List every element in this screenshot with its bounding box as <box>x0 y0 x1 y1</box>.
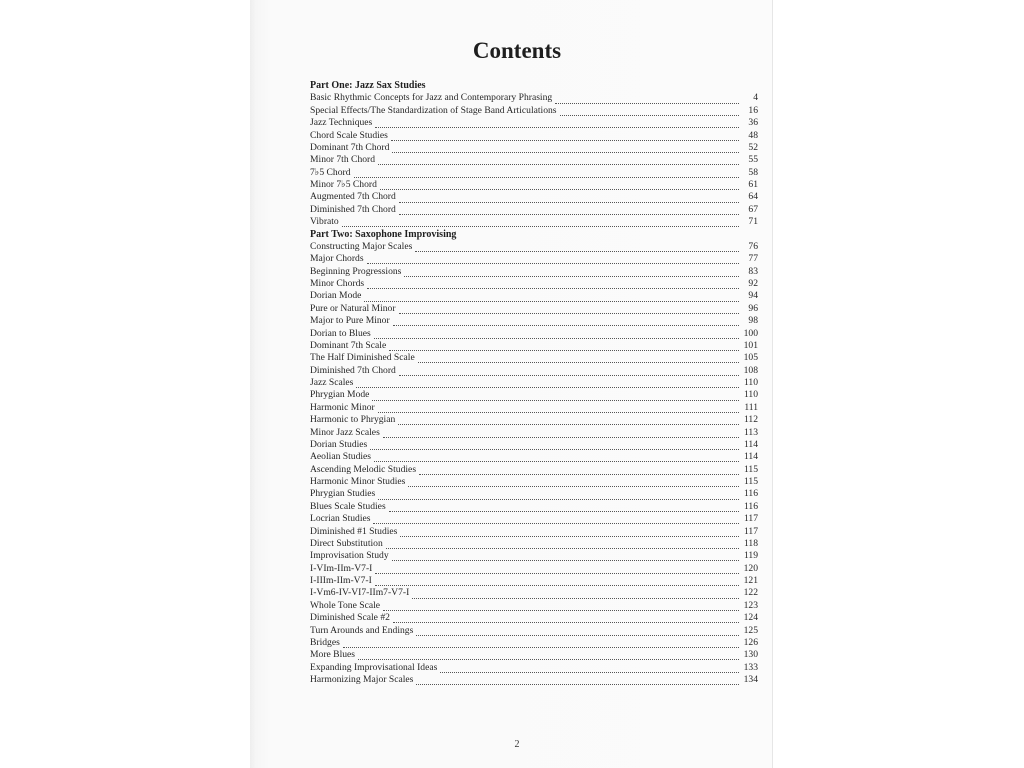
toc-entry-label: The Half Diminished Scale <box>310 352 415 364</box>
toc-entry-label: Basic Rhythmic Concepts for Jazz and Contemporary Phrasing <box>310 92 553 104</box>
dot-leader <box>389 505 739 512</box>
toc-entry-label: Phrygian Mode <box>310 389 370 401</box>
dot-leader <box>375 567 739 574</box>
toc-entry-label: Diminished #1 Studies <box>310 525 398 537</box>
toc-entry <box>310 550 758 562</box>
dot-leader <box>383 604 739 611</box>
toc-entry <box>310 253 758 265</box>
toc-entry-page: 115 <box>743 476 758 487</box>
toc-entry-page: 108 <box>743 364 758 376</box>
toc-entry-label: Dominant 7th Scale <box>310 339 387 351</box>
dot-leader <box>356 381 739 388</box>
toc-entry-label: Augmented 7th Chord <box>310 191 396 203</box>
toc-entry <box>310 526 758 538</box>
dot-leader <box>560 109 739 116</box>
dot-leader <box>399 196 739 203</box>
toc-entry-label: Whole Tone Scale <box>310 599 381 611</box>
toc-entry-label: Beginning Progressions <box>310 265 402 277</box>
toc-entry-label: Dorian to Blues <box>310 327 371 339</box>
toc-entry <box>310 625 758 637</box>
toc-entry-label: Harmonic Minor <box>310 401 375 413</box>
toc-entry <box>310 377 758 389</box>
toc-entry-page: 130 <box>743 649 758 661</box>
toc-entry <box>310 476 758 488</box>
toc-entry-page: 116 <box>743 500 758 512</box>
dot-leader <box>404 270 739 277</box>
dot-leader <box>399 369 739 376</box>
toc-entry <box>310 117 758 129</box>
dot-leader <box>393 616 739 623</box>
toc-entry-label: Minor 7♭5 Chord <box>310 179 377 190</box>
dot-leader <box>383 431 739 438</box>
dot-leader <box>378 493 739 500</box>
toc-entry-page: 48 <box>748 129 758 141</box>
toc-entry-label: Minor Chords <box>310 278 365 289</box>
toc-entry-page: 4 <box>753 92 758 104</box>
dot-leader <box>418 356 739 363</box>
toc-entry-label: Special Effects/The Standardization of Stage Band Articulations <box>310 104 557 116</box>
toc-entry-page: 77 <box>748 253 758 265</box>
toc-entry-page: 114 <box>743 451 758 463</box>
toc-entry <box>310 674 758 686</box>
toc-entry-label: Phrygian Studies <box>310 488 376 500</box>
table-of-contents <box>310 80 758 686</box>
toc-entry <box>310 600 758 612</box>
toc-entry-page: 126 <box>743 636 758 648</box>
toc-entry <box>310 328 758 340</box>
toc-entry-label: Bridges <box>310 636 340 648</box>
toc-entry-page: 52 <box>748 141 758 153</box>
toc-entry-label: Minor 7th Chord <box>310 154 376 166</box>
dot-leader <box>408 480 739 487</box>
dot-leader <box>378 406 739 413</box>
toc-entry-label: I-IIIm-IIm-V7-I <box>310 575 372 586</box>
toc-entry <box>310 216 758 228</box>
toc-entry-label: Dominant 7th Chord <box>310 141 390 153</box>
toc-entry <box>310 402 758 414</box>
toc-entry <box>310 105 758 117</box>
toc-entry-page: 58 <box>748 166 758 178</box>
toc-entry-page: 125 <box>743 624 758 636</box>
dot-leader <box>440 666 739 673</box>
toc-entry-page: 100 <box>743 327 758 339</box>
toc-entry-page: 123 <box>743 599 758 611</box>
toc-entry-label: Vibrato <box>310 216 339 228</box>
toc-entry-label: Ascending Melodic Studies <box>310 463 417 475</box>
toc-entry-page: 110 <box>743 377 758 388</box>
toc-entry <box>310 303 758 315</box>
toc-entry-page: 76 <box>748 240 758 252</box>
toc-entry-page: 64 <box>748 191 758 203</box>
toc-entry-label: I-Vm6-IV-VI7-IIm7-V7-I <box>310 587 410 599</box>
toc-entry <box>310 340 758 352</box>
toc-entry-page: 92 <box>748 278 758 289</box>
toc-entry-label: I-VIm-IIm-V7-I <box>310 562 373 574</box>
dot-leader <box>400 530 739 537</box>
toc-entry <box>310 154 758 166</box>
toc-entry <box>310 179 758 191</box>
toc-entry-label: Harmonic to Phrygian <box>310 414 396 426</box>
dot-leader <box>399 208 739 215</box>
toc-entry-label: More Blues <box>310 649 356 661</box>
toc-entry-page: 101 <box>743 339 758 351</box>
toc-entry-label: Jazz Scales <box>310 377 354 388</box>
toc-entry-label: Jazz Techniques <box>310 117 373 129</box>
dot-leader <box>392 146 739 153</box>
part-heading: Part One: Jazz Sax Studies <box>310 80 426 91</box>
toc-entry-page: 117 <box>743 513 758 525</box>
toc-entry-page: 124 <box>743 612 758 624</box>
toc-entry-label: 7♭5 Chord <box>310 166 351 178</box>
toc-entry-label: Constructing Major Scales <box>310 240 413 252</box>
toc-entry <box>310 439 758 451</box>
dot-leader <box>378 158 739 165</box>
toc-entry <box>310 575 758 587</box>
toc-entry <box>310 389 758 401</box>
toc-entry-page: 116 <box>743 488 758 500</box>
toc-entry <box>310 191 758 203</box>
dot-leader <box>374 455 739 462</box>
toc-entry-page: 114 <box>743 438 758 450</box>
toc-entry-label: Turn Arounds and Endings <box>310 624 414 636</box>
toc-entry <box>310 501 758 513</box>
toc-entry-label: Improvisation Study <box>310 550 389 562</box>
toc-entry-label: Diminished Scale #2 <box>310 612 390 624</box>
toc-entry-page: 71 <box>748 216 758 228</box>
book-page <box>250 0 773 768</box>
toc-entry <box>310 352 758 364</box>
toc-entry-label: Diminished 7th Chord <box>310 203 396 215</box>
toc-entry <box>310 414 758 426</box>
dot-leader <box>380 183 739 190</box>
toc-entry-label: Expanding Improvisational Ideas <box>310 661 438 673</box>
toc-entry <box>310 587 758 599</box>
toc-entry-page: 105 <box>743 352 758 364</box>
dot-leader <box>370 443 739 450</box>
toc-entry-page: 122 <box>743 587 758 599</box>
dot-leader <box>358 653 739 660</box>
toc-entry-label: Major to Pure Minor <box>310 315 390 327</box>
toc-entry-label: Blues Scale Studies <box>310 500 386 512</box>
dot-leader <box>419 468 739 475</box>
toc-entry-page: 112 <box>743 414 758 426</box>
page-number: 2 <box>514 739 520 750</box>
toc-entry-label: Pure or Natural Minor <box>310 302 396 314</box>
toc-entry-page: 119 <box>743 550 758 562</box>
toc-entry-label: Minor Jazz Scales <box>310 426 380 438</box>
toc-entry-page: 83 <box>748 265 758 277</box>
dot-leader <box>415 245 739 252</box>
dot-leader <box>392 554 739 561</box>
toc-entry-page: 117 <box>743 525 758 537</box>
toc-entry-page: 94 <box>748 290 758 302</box>
toc-entry-page: 36 <box>748 117 758 129</box>
dot-leader <box>399 307 739 314</box>
dot-leader <box>555 97 739 104</box>
dot-leader <box>367 257 739 264</box>
toc-entry <box>310 488 758 500</box>
toc-entry <box>310 427 758 439</box>
dot-leader <box>373 517 739 524</box>
toc-entry-page: 113 <box>743 426 758 438</box>
dot-leader <box>364 295 739 302</box>
dot-leader <box>375 121 739 128</box>
dot-leader <box>375 579 739 586</box>
toc-entry-page: 133 <box>743 661 758 673</box>
toc-entry <box>310 662 758 674</box>
toc-entry-page: 98 <box>748 315 758 327</box>
part-heading: Part Two: Saxophone Improvising <box>310 228 457 240</box>
dot-leader <box>367 282 739 289</box>
toc-entry <box>310 241 758 253</box>
toc-entry-page: 55 <box>748 154 758 166</box>
dot-leader <box>386 542 739 549</box>
toc-entry <box>310 167 758 179</box>
toc-entry-page: 61 <box>748 179 758 190</box>
page-title: Contents <box>472 38 562 63</box>
toc-entry-page: 16 <box>748 104 758 116</box>
dot-leader <box>343 641 739 648</box>
toc-entry <box>310 637 758 649</box>
toc-entry <box>310 278 758 290</box>
toc-entry-label: Aeolian Studies <box>310 451 372 463</box>
dot-leader <box>416 629 739 636</box>
toc-entry <box>310 464 758 476</box>
toc-entry-label: Harmonic Minor Studies <box>310 476 406 487</box>
dot-leader <box>354 171 739 178</box>
toc-entry <box>310 92 758 104</box>
toc-entry-page: 111 <box>744 401 758 413</box>
toc-entry <box>310 612 758 624</box>
toc-entry <box>310 451 758 463</box>
toc-entry-page: 115 <box>743 463 758 475</box>
toc-entry <box>310 315 758 327</box>
dot-leader <box>372 394 739 401</box>
toc-entry-label: Dorian Studies <box>310 438 368 450</box>
toc-entry-label: Harmonizing Major Scales <box>310 674 414 685</box>
toc-entry-page: 96 <box>748 302 758 314</box>
toc-entry <box>310 513 758 525</box>
toc-entry <box>310 290 758 302</box>
toc-entry-page: 120 <box>743 562 758 574</box>
dot-leader <box>398 418 739 425</box>
toc-entry <box>310 365 758 377</box>
toc-entry-page: 67 <box>748 203 758 215</box>
toc-entry-page: 110 <box>743 389 758 401</box>
toc-entry <box>310 142 758 154</box>
toc-entry-label: Locrian Studies <box>310 513 371 525</box>
toc-entry-label: Direct Substitution <box>310 537 383 549</box>
dot-leader <box>389 344 739 351</box>
dot-leader <box>416 678 739 685</box>
toc-entry-page: 121 <box>743 575 758 586</box>
dot-leader <box>391 134 739 141</box>
toc-entry-page: 118 <box>743 537 758 549</box>
toc-entry <box>310 130 758 142</box>
toc-entry <box>310 563 758 575</box>
dot-leader <box>374 332 739 339</box>
toc-entry-page: 134 <box>743 674 758 685</box>
toc-entry-label: Diminished 7th Chord <box>310 364 396 376</box>
toc-entry <box>310 538 758 550</box>
dot-leader <box>412 592 739 599</box>
dot-leader <box>342 220 739 227</box>
toc-entry <box>310 649 758 661</box>
toc-entry-label: Major Chords <box>310 253 364 265</box>
toc-entry-label: Dorian Mode <box>310 290 362 302</box>
toc-entry <box>310 204 758 216</box>
toc-entry <box>310 266 758 278</box>
dot-leader <box>393 319 739 326</box>
toc-entry-label: Chord Scale Studies <box>310 129 388 141</box>
